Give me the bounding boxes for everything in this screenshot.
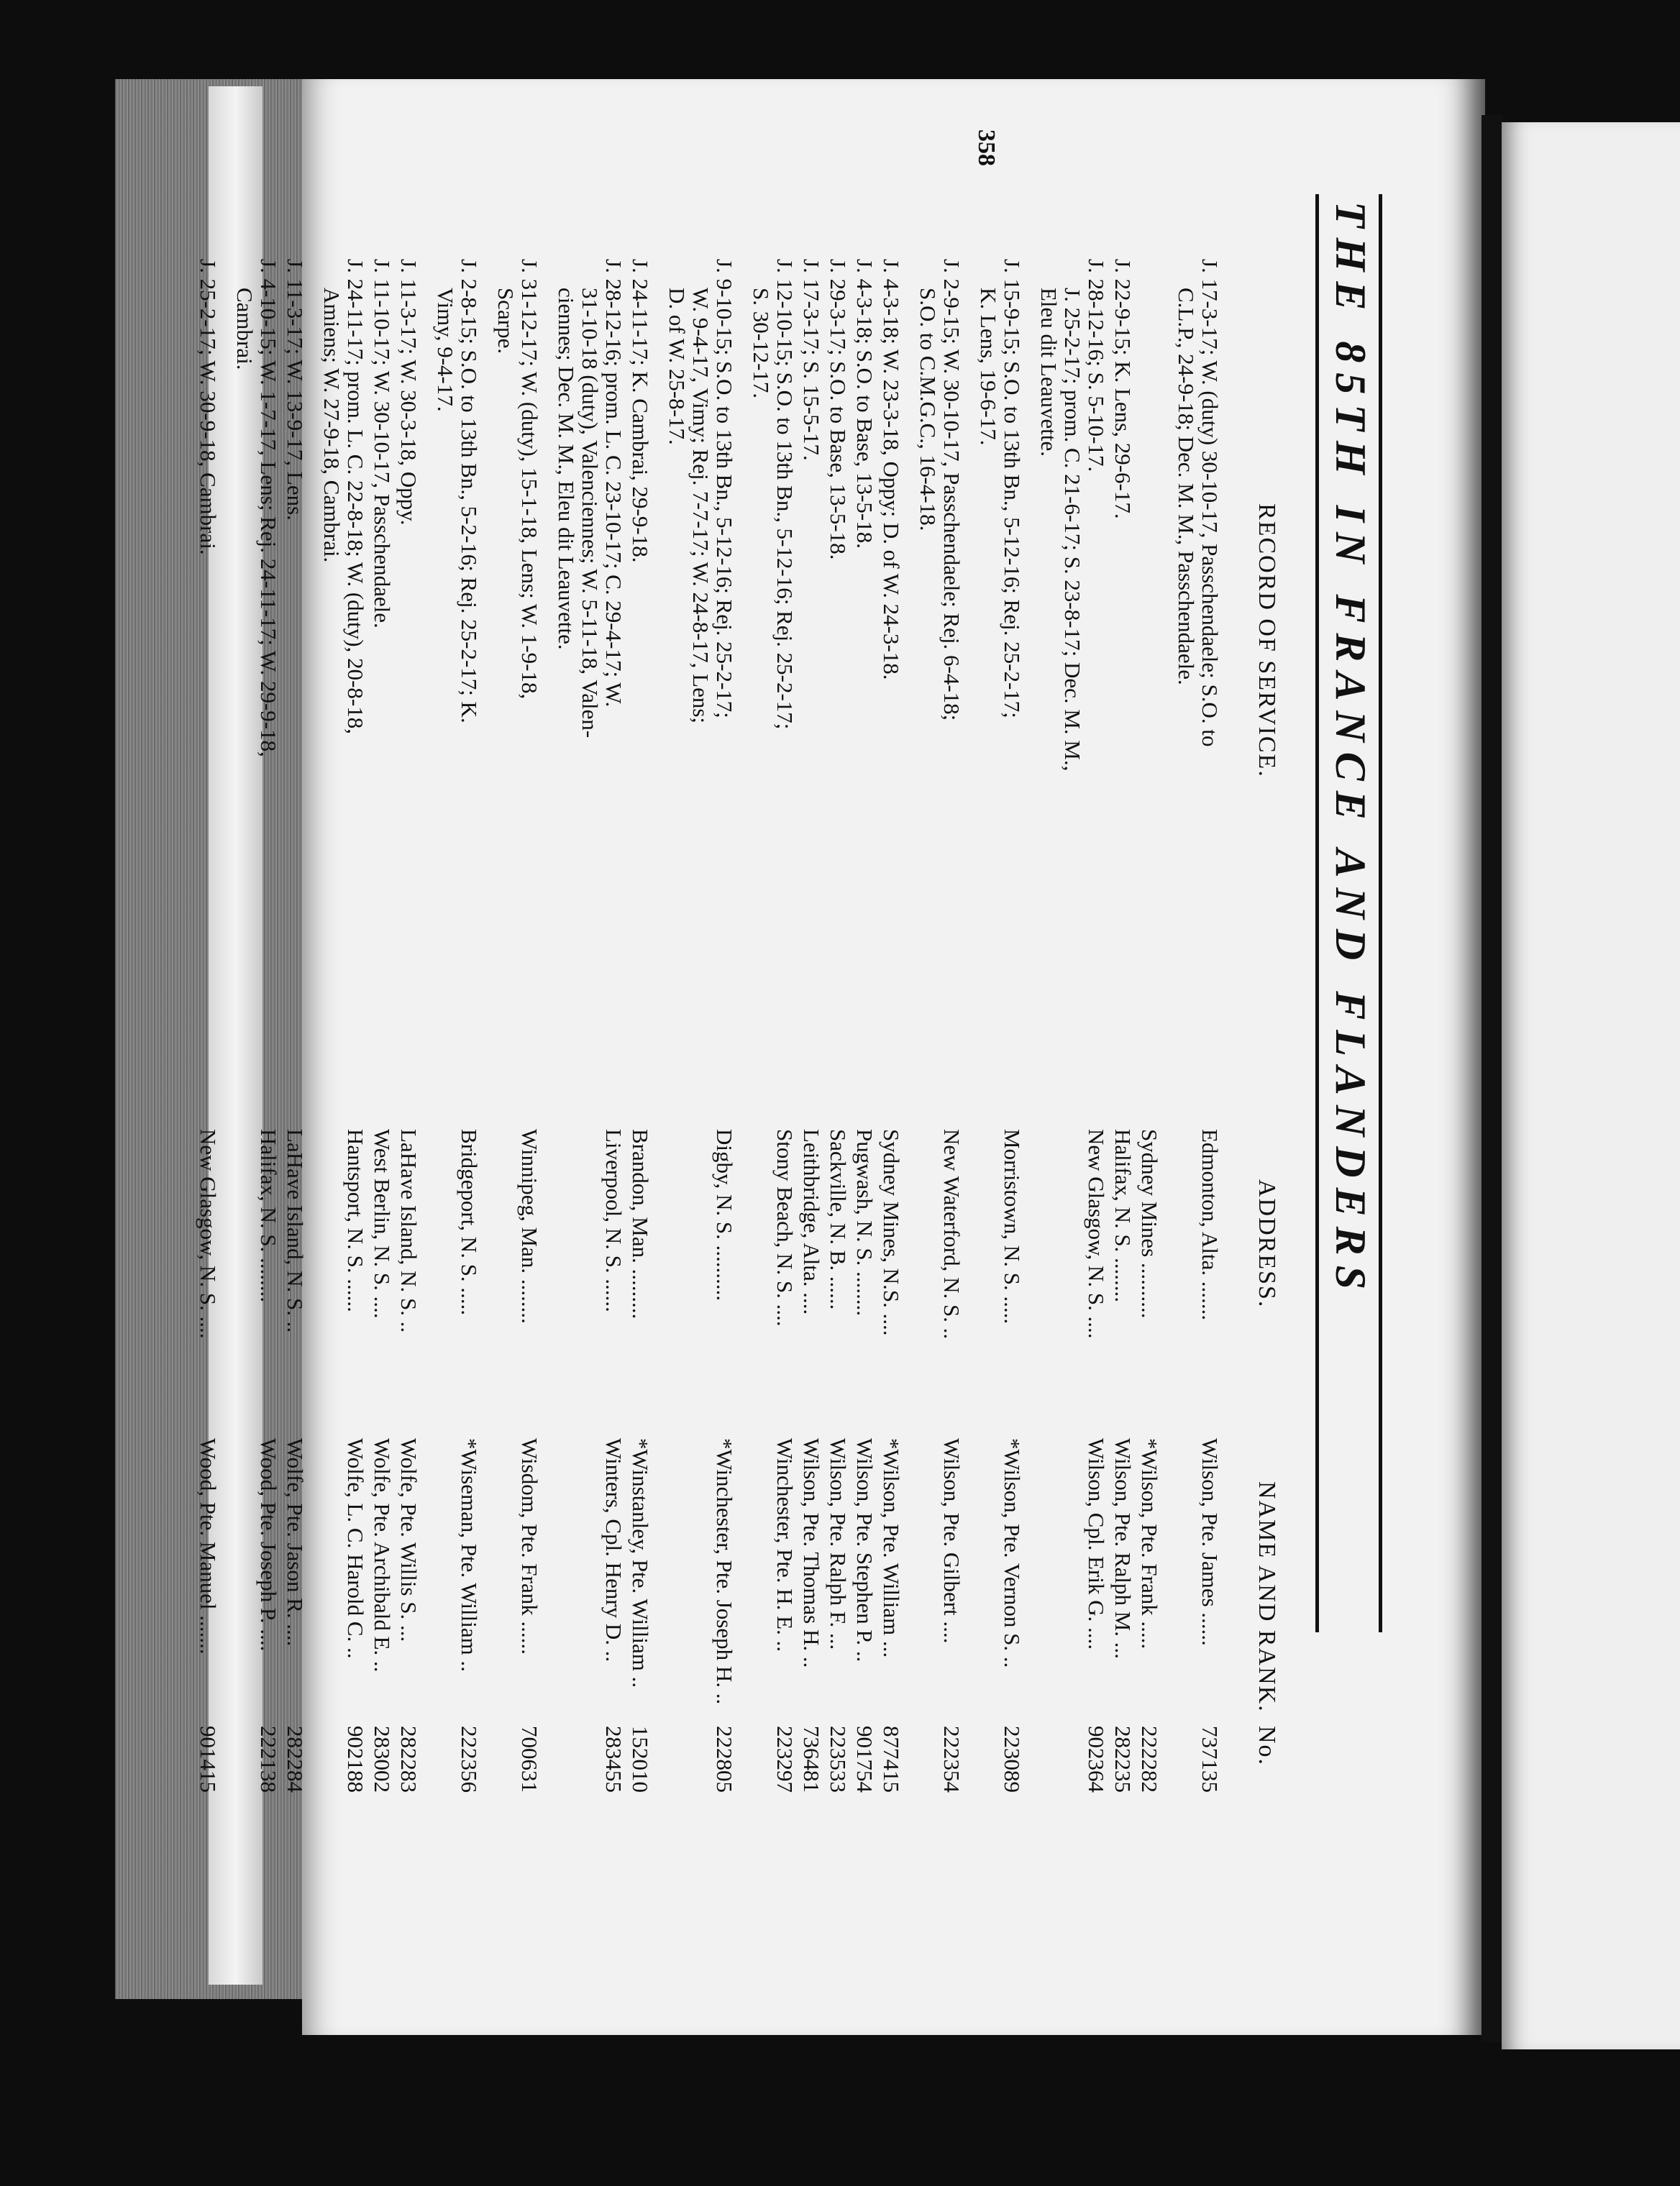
- service-number: 283002: [370, 1726, 395, 1793]
- record-of-service-line: J. 28-12-16; S. 5-10-17.: [1084, 259, 1109, 472]
- record-of-service-line: Vimy, 9-4-17.: [433, 288, 458, 412]
- right-page: [1502, 122, 1680, 2049]
- service-number: 901754: [852, 1726, 877, 1793]
- address: Digby, N. S. ..........: [712, 1129, 737, 1302]
- service-number: 282283: [396, 1726, 421, 1793]
- record-of-service-line: J. 25-2-17; W. 30-9-18, Cambrai.: [196, 259, 221, 555]
- col-header-name: NAME AND RANK.: [1254, 1481, 1280, 1713]
- service-records-table: [196, 259, 1223, 1855]
- record-of-service-line: S. 30-12-17.: [749, 288, 774, 399]
- service-number: 222282: [1137, 1726, 1162, 1793]
- name-and-rank: Wilson, Pte. Ralph F. ...: [826, 1438, 851, 1650]
- record-of-service-line: K. Lens, 19-6-17.: [976, 288, 1001, 446]
- service-number: 901415: [196, 1726, 221, 1793]
- record-of-service-line: J. 31-12-17; W. (duty), 15-1-18, Lens; W. 1-9-18,: [517, 259, 542, 700]
- name-and-rank: *Wilson, Pte. Vernon S. ..: [1000, 1438, 1025, 1668]
- record-of-service-line: J. 4-3-18; S.O. to Base, 13-5-18.: [852, 259, 877, 549]
- address: Morristown, N. S. .....: [1000, 1129, 1025, 1325]
- service-number: 152010: [628, 1726, 653, 1793]
- header-title: THE 85TH IN FRANCE AND FLANDERS: [1327, 201, 1374, 1299]
- name-and-rank: Wood, Pte. Joseph P. ....: [256, 1438, 281, 1652]
- page-number: 358: [973, 129, 1000, 166]
- service-number: 223533: [826, 1726, 851, 1793]
- address: Hantsport, N. S. ......: [343, 1129, 368, 1312]
- record-of-service-line: Cambrai.: [232, 288, 257, 370]
- record-of-service-line: Scarpe.: [493, 288, 519, 355]
- header-top-rule: [1379, 194, 1382, 1632]
- name-and-rank: *Wilson, Pte. William ...: [879, 1438, 904, 1658]
- address: Leithbridge, Alta. ....: [799, 1129, 824, 1315]
- service-number: 223089: [1000, 1726, 1025, 1793]
- col-header-address: ADDRESS.: [1254, 1179, 1280, 1309]
- address: New Glasgow, N. S. ....: [196, 1129, 221, 1339]
- record-of-service-line: S.O. to C.M.G.C., 16-4-18.: [916, 288, 941, 531]
- record-of-service-line: J. 4-3-18; W. 23-3-18, Oppy; D. of W. 24-3-18.: [879, 259, 904, 680]
- record-of-service-line: J. 11-3-17; W. 30-3-18, Oppy.: [396, 259, 421, 526]
- address: Sydney Mines ..........: [1137, 1129, 1162, 1319]
- name-and-rank: Wolfe, L. C. Harold C. ..: [343, 1438, 368, 1659]
- name-and-rank: *Wiseman, Pte. William ..: [457, 1438, 482, 1672]
- address: Liverpool, N. S. ......: [601, 1129, 626, 1312]
- service-number: 902188: [343, 1726, 368, 1793]
- name-and-rank: Winters, Cpl. Henry D. ..: [601, 1438, 626, 1663]
- name-and-rank: *Winchester, Pte. Joseph H. ..: [712, 1438, 737, 1705]
- record-of-service-line: W. 9-4-17, Vimy; Rej. 7-7-17; W. 24-8-17, Lens;: [688, 288, 713, 724]
- record-of-service-line: Amiens; W. 27-9-18, Cambrai.: [319, 288, 344, 563]
- service-number: 222138: [256, 1726, 281, 1793]
- record-of-service-line: D. of W. 25-8-17.: [665, 288, 690, 445]
- service-number: 282284: [283, 1726, 308, 1793]
- record-of-service-line: 31-10-18 (duty), Valenciennes; W. 5-11-18, Valen-: [578, 288, 603, 738]
- name-and-rank: *Winstanley, Pte. William ..: [628, 1438, 653, 1688]
- record-of-service-line: J. 4-10-15; W. 1-7-17, Lens; Rej. 24-11-17; W. 29-9-18,: [256, 259, 281, 757]
- address: New Glasgow, N. S. ....: [1084, 1129, 1109, 1339]
- service-number: 282235: [1110, 1726, 1136, 1793]
- record-of-service-line: J. 2-9-15; W. 30-10-17, Passchendaele; Rej. 6-4-18;: [939, 259, 964, 721]
- service-number: 737135: [1197, 1726, 1223, 1793]
- service-number: 877415: [879, 1726, 904, 1793]
- name-and-rank: Wolfe, Pte. Jason R. ....: [283, 1438, 308, 1647]
- col-header-no: No.: [1254, 1726, 1280, 1767]
- name-and-rank: Wilson, Cpl. Erik G. ....: [1084, 1438, 1109, 1650]
- name-and-rank: *Wilson, Pte. Frank .....: [1137, 1438, 1162, 1650]
- service-number: 222354: [939, 1726, 964, 1793]
- name-and-rank: Wilson, Pte. Stephen P. ..: [852, 1438, 877, 1663]
- address: LaHave Island, N. S. ..: [283, 1129, 308, 1333]
- address: Winnipeg, Man. ........: [517, 1129, 542, 1324]
- address: Halifax, N. S. ........: [1110, 1129, 1136, 1303]
- record-of-service-line: J. 22-9-15; K. Lens, 29-6-17.: [1110, 259, 1136, 519]
- name-and-rank: Wilson, Pte. Thomas H. ..: [799, 1438, 824, 1668]
- record-of-service-line: J. 15-9-15; S.O. to 13th Bn., 5-12-16; Rej. 25-2-17;: [1000, 259, 1025, 718]
- record-of-service-line: J. 28-12-16; prom. L. C. 23-10-17; C. 29-4-17; W.: [601, 259, 626, 708]
- service-number: 736481: [799, 1726, 824, 1793]
- address: LaHave Island, N. S. ..: [396, 1129, 421, 1333]
- service-number: 902364: [1084, 1726, 1109, 1793]
- col-header-record: RECORD OF SERVICE.: [1254, 503, 1280, 778]
- record-of-service-line: J. 11-3-17; W. 13-9-17, Lens.: [283, 259, 308, 521]
- address: Halifax, N. S. ........: [256, 1129, 281, 1303]
- service-number: 222356: [457, 1726, 482, 1793]
- address: Sackville, N. B. ......: [826, 1129, 851, 1310]
- record-of-service-line: J. 24-11-17; K. Cambrai, 29-9-18.: [628, 259, 653, 563]
- name-and-rank: Wisdom, Pte. Frank ......: [517, 1438, 542, 1655]
- record-of-service-line: J. 2-8-15; S.O. to 13th Bn., 5-2-16; Rej. 25-2-17; K.: [457, 259, 482, 723]
- address: Stony Beach, N. S. ....: [772, 1129, 798, 1327]
- record-of-service-line: J. 9-10-15; S.O. to 13th Bn., 5-12-16; Rej. 25-2-17;: [712, 259, 737, 718]
- column-headers: [1237, 273, 1280, 1855]
- record-of-service-line: J. 12-10-15; S.O. to 13th Bn., 5-12-16; Rej. 25-2-17;: [772, 259, 798, 730]
- name-and-rank: Wilson, Pte. James ......: [1197, 1438, 1223, 1646]
- record-of-service-line: Eleu dit Leauvette.: [1036, 288, 1062, 457]
- service-number: 700631: [517, 1726, 542, 1793]
- record-of-service-line: J. 25-2-17; prom. C. 21-6-17; S. 23-8-17; Dec. M. M.,: [1060, 288, 1085, 772]
- record-of-service-line: J. 17-3-17; S. 15-5-17.: [799, 259, 824, 461]
- address: New Waterford, N. S. ..: [939, 1129, 964, 1340]
- name-and-rank: Wood, Pte. Manuel .......: [196, 1438, 221, 1655]
- header-bottom-rule: [1315, 194, 1319, 1632]
- service-number: 222805: [712, 1726, 737, 1793]
- record-of-service-line: J. 29-3-17; S.O. to Base, 13-5-18.: [826, 259, 851, 560]
- address: Sydney Mines, N.S. ....: [879, 1129, 904, 1336]
- address: Bridgeport, N. S. .....: [457, 1129, 482, 1316]
- address: West Berlin, N. S. ....: [370, 1129, 395, 1319]
- address: Edmonton, Alta. .......: [1197, 1129, 1223, 1321]
- service-number: 283455: [601, 1726, 626, 1793]
- address: Brandon, Man. .........: [628, 1129, 653, 1320]
- name-and-rank: Wolfe, Pte. Archibald E. ..: [370, 1438, 395, 1673]
- name-and-rank: Wolfe, Pte. Willis S. ...: [396, 1438, 421, 1642]
- name-and-rank: Winchester, Pte. H. E. ..: [772, 1438, 798, 1652]
- rotated-page-content: [196, 129, 1388, 1855]
- record-of-service-line: C.L.P., 24-9-18; Dec. M. M., Passchendaele.: [1174, 288, 1199, 685]
- record-of-service-line: ciennes; Dec. M. M., Eleu dit Leauvette.: [554, 288, 579, 650]
- name-and-rank: Wilson, Pte. Ralph M. ...: [1110, 1438, 1136, 1660]
- address: Pugwash, N. S. ........: [852, 1129, 877, 1317]
- record-of-service-line: J. 11-10-17; W. 30-10-17, Passchendaele.: [370, 259, 395, 628]
- running-header: [1302, 201, 1388, 1855]
- book-gutter: [1482, 115, 1503, 2042]
- record-of-service-line: J. 24-11-17; prom. L. C. 22-8-18; W. (duty), 20-8-18,: [343, 259, 368, 734]
- name-and-rank: Wilson, Pte. Gilbert ....: [939, 1438, 964, 1644]
- record-of-service-line: J. 17-3-17; W. (duty) 30-10-17, Passchendaele; S.O. to: [1197, 259, 1223, 747]
- service-number: 223297: [772, 1726, 798, 1793]
